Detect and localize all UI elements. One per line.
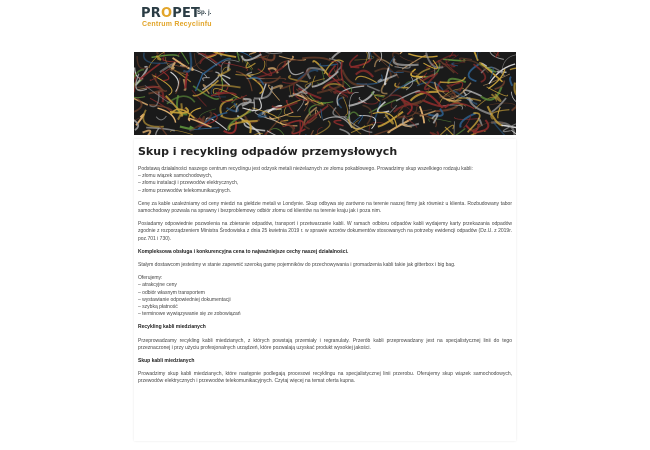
copper-recycling-heading: Recykling kabli miedzianych (138, 324, 206, 331)
list-item: – wystawianie odpowiedniej dokumentacji (138, 296, 231, 303)
highlight-paragraph: Kompleksowa obsługa i konkurencyjna cena to najważniejsze cechy naszej działalności. (138, 248, 349, 255)
list-item: – atrakcyjne ceny (138, 282, 177, 289)
offer-heading: Oferujemy: (138, 275, 163, 282)
intro-paragraph: Podstawą działalności naszego centrum recyclingu jest odzysk metali nieżelaznych ze złomu pokablowego. Prowadzimy skup wszelkiego rodzaju kabli: (138, 166, 473, 172)
logo[interactable] (141, 6, 251, 34)
copper-recycling-paragraph: Przeprowadzamy recykling kabli miedzianych, z których powstają przemiały i regranulaty. Przerób kabli przeprowadzany jest na specjalistycznej linii do tego przeznaczonej i przy użyciu profesjonalnych urządzeń, które pozwalają uzyskać produkt wysokiej jakości. (138, 337, 512, 351)
page-title: Skup i recykling odpadów przemysłowych (138, 145, 398, 158)
list-item: – odbiór własnym transportem (138, 289, 205, 296)
content-card (134, 139, 516, 441)
hero-image (134, 52, 516, 135)
list-item: – szybką płatność (138, 304, 178, 311)
logo-subtitle: Centrum Recyclinfu (142, 21, 212, 28)
list-item: – złomu wiązek samochodowych, (138, 173, 213, 180)
article (138, 145, 512, 392)
offer-list (138, 275, 512, 318)
logo-suffix: Sp. j. (197, 10, 212, 16)
cable-scrap-image (134, 52, 516, 135)
list-item: – terminowe wywiązywanie się ze zobowiązań (138, 311, 241, 318)
copper-buy-paragraph: Prowadzimy skup kabli miedzianych, które następnie podlegają procesowi recyklingu na specjalistycznej linii przerobu. Oferujemy skup wiązek samochodowych, przewodów elektrycznych i przewodów telekomunikacyjnych. Czytaj więcej na temat oferta kupna. (138, 371, 512, 385)
list-item: – złomu instalacji i przewodów elektrycznych, (138, 180, 239, 187)
copper-buy-heading: Skup kabli miedzianych (138, 358, 195, 365)
supply-paragraph: Stałym dostawcom jesteśmy w stanie zapewnić szeroką gamę pojemników do przechowywania i gromadzenia kabli takie jak gitterbox i big bag. (138, 262, 456, 269)
logo-brand: PROPET (141, 6, 201, 21)
permits-paragraph: Posiadamy odpowiednie pozwolenia na zbieranie odpadów, transport i przetwarzanie kabli. W ramach odbioru odpadów kabli wydajemy karty przekazania odpadów zgodnie z rozporządzeniem Ministra Środowiska z dnia 25 kwietnia 2019 r. w sprawie wzorów dokumentów stosowanych na potrzeby ewidencji odpadów (Dz.U. z 2019r. poz.701 i 730). (138, 221, 512, 242)
intro-list (138, 173, 512, 195)
list-item: – złomu przewodów telekomunikacyjnych. (138, 187, 232, 194)
price-paragraph: Cenę za kable uzależniamy od ceny miedzi na giełdzie metali w Londynie. Skup odbywa się zarówno na terenie naszej firmy jak również u klienta. Rozbudowany tabor samochodowy pozwala na sprawny i bezproblemowy odbiór złomu od klientów na terenie kraju jak i poza nim. (138, 200, 512, 215)
